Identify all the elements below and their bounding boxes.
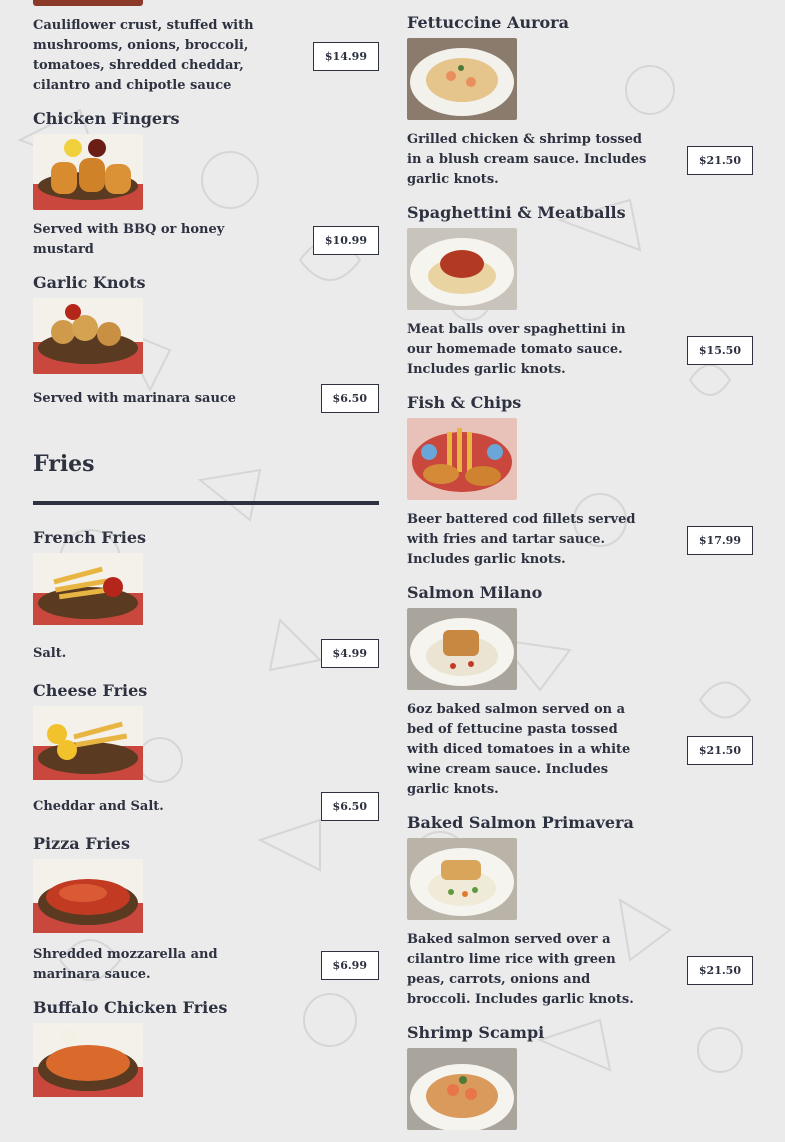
menu-item: [407, 1022, 753, 1130]
item-title: Spaghettini & Meatballs: [407, 203, 626, 222]
item-title: Shrimp Scampi: [407, 1023, 545, 1042]
menu-item: [33, 997, 379, 1099]
price-button[interactable]: $21.50: [687, 146, 753, 175]
item-description: Baked salmon served over a cilantro lime rice with green peas, carrots, onions and broccoli. Includes garlic knots.: [407, 932, 634, 1007]
french-fries-photo: [33, 553, 143, 629]
price-button[interactable]: $4.99: [321, 639, 379, 668]
section-divider: [33, 501, 379, 505]
salmon-milano-photo: [407, 608, 517, 690]
item-description: Cheddar and Salt.: [33, 798, 164, 814]
menu-item: [33, 527, 379, 668]
fettuccine-aurora-photo: [407, 38, 517, 120]
item-title: Fettuccine Aurora: [407, 13, 569, 32]
menu-item: [33, 108, 379, 260]
section-title-fries: Fries: [33, 451, 95, 477]
fish-and-chips-photo: [407, 418, 517, 500]
cheese-fries-photo: [33, 706, 143, 782]
menu-item: [407, 812, 753, 1010]
left-menu-column: [33, 0, 379, 1111]
menu-item: [33, 0, 379, 96]
item-description: Beer battered cod fillets served with fries and tartar sauce. Includes garlic knots.: [407, 512, 636, 567]
item-description: Grilled chicken & shrimp tossed in a blush cream sauce. Includes garlic knots.: [407, 132, 647, 187]
item-title: Chicken Fingers: [33, 109, 180, 128]
item-title: Garlic Knots: [33, 273, 146, 292]
item-title: Buffalo Chicken Fries: [33, 998, 228, 1017]
item-title: Fish & Chips: [407, 393, 522, 412]
item-title: Cheese Fries: [33, 681, 148, 700]
item-photo: [33, 0, 143, 6]
baked-salmon-primavera-photo: [407, 838, 517, 920]
price-button[interactable]: $21.50: [687, 956, 753, 985]
menu-item: [33, 833, 379, 985]
price-button[interactable]: $21.50: [687, 736, 753, 765]
right-menu-column: [407, 0, 753, 1142]
garlic-knots-photo: [33, 298, 143, 374]
price-button[interactable]: $6.50: [321, 792, 379, 821]
menu-item: [407, 202, 753, 380]
price-button[interactable]: $6.99: [321, 951, 379, 980]
item-title: Baked Salmon Primavera: [407, 813, 634, 832]
item-description: 6oz baked salmon served on a bed of fettucine pasta tossed with diced tomatoes in a white wine cream sauce. Includes garlic knots.: [407, 702, 631, 797]
price-button[interactable]: $14.99: [313, 42, 379, 71]
item-title: Salmon Milano: [407, 583, 543, 602]
item-title: Pizza Fries: [33, 834, 130, 853]
item-description: Salt.: [33, 645, 67, 661]
menu-item: [33, 680, 379, 821]
spaghettini-meatballs-photo: [407, 228, 517, 310]
price-button[interactable]: $10.99: [313, 226, 379, 255]
price-button[interactable]: $17.99: [687, 526, 753, 555]
item-description: Cauliflower crust, stuffed with mushrooms, onions, broccoli, tomatoes, shredded cheddar, cilantro and chipotle sauce: [33, 18, 254, 93]
shrimp-scampi-photo: [407, 1048, 517, 1130]
item-title: French Fries: [33, 528, 147, 547]
price-button[interactable]: $6.50: [321, 384, 379, 413]
menu-item: [33, 272, 379, 413]
item-description: Shredded mozzarella and marinara sauce.: [33, 947, 218, 982]
pizza-fries-photo: [33, 859, 143, 935]
item-description: Served with marinara sauce: [33, 390, 237, 406]
chicken-fingers-photo: [33, 134, 143, 210]
price-button[interactable]: $15.50: [687, 336, 753, 365]
item-description: Meat balls over spaghettini in our homemade tomato sauce. Includes garlic knots.: [407, 322, 626, 377]
menu-item: [407, 582, 753, 800]
buffalo-chicken-fries-photo: [33, 1023, 143, 1099]
menu-item: [407, 12, 753, 190]
item-description: Served with BBQ or honey mustard: [33, 222, 225, 257]
menu-item: [407, 392, 753, 570]
